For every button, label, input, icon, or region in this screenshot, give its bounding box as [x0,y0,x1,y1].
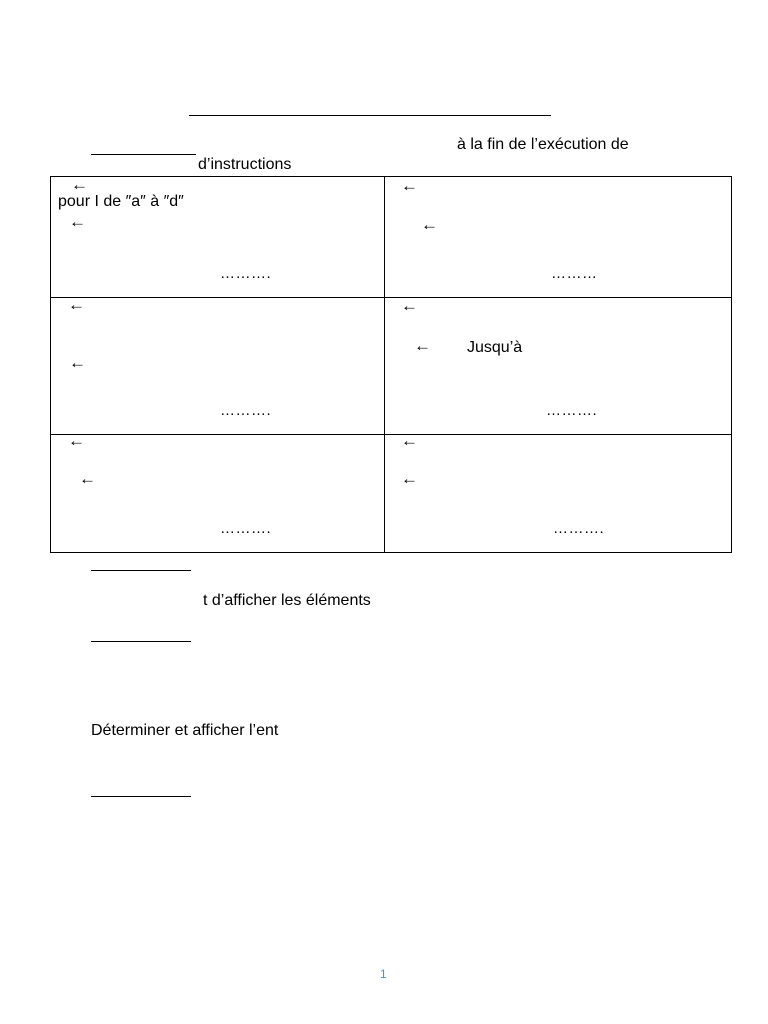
assign-arrow: ← [401,469,418,488]
assign-arrow: ← [421,215,438,234]
instruction-grid [50,176,732,553]
exercise-3-text: Déterminer et afficher l’ent [91,722,279,739]
assign-arrow: ← [414,336,431,355]
page-number: 1 [380,967,387,981]
grid-cell-6 [385,431,732,553]
grid-cell-4 [385,298,732,435]
loop-label: pour I de ″a″ à ″d″ [58,193,184,210]
blank-dots: ………. [220,402,272,419]
intro-text-instructions: d’instructions [198,156,292,173]
blank-dots: ………. [553,520,605,537]
grid-cell-1 [51,177,385,298]
blank-dots: ………. [546,402,598,419]
exercise-4-rule [91,796,191,797]
assign-arrow: ← [68,431,85,450]
assign-arrow: ← [69,353,86,372]
until-label: Jusqu’à [467,339,523,356]
assign-arrow: ← [68,295,85,314]
assign-arrow: ← [79,469,96,488]
grid-cell-3 [51,295,385,435]
exercise-2-text: t d’afficher les éléments [203,592,371,609]
assign-arrow: ← [401,296,418,315]
assign-arrow: ← [71,175,88,194]
exercise-2-rule [91,570,191,571]
intro-text-right: à la fin de l’exécution de [457,136,629,153]
grid-cell-5 [51,431,385,553]
assign-arrow: ← [401,176,418,195]
blank-dots: ………. [220,520,272,537]
assign-arrow: ← [401,431,418,450]
grid-cell-2 [385,177,732,298]
exercise-label-rule [91,154,196,155]
title-rule [189,115,551,116]
blank-dots: ……… [551,265,598,282]
exercise-3-rule [91,641,191,642]
blank-dots: ………. [220,265,272,282]
assign-arrow: ← [69,212,86,231]
